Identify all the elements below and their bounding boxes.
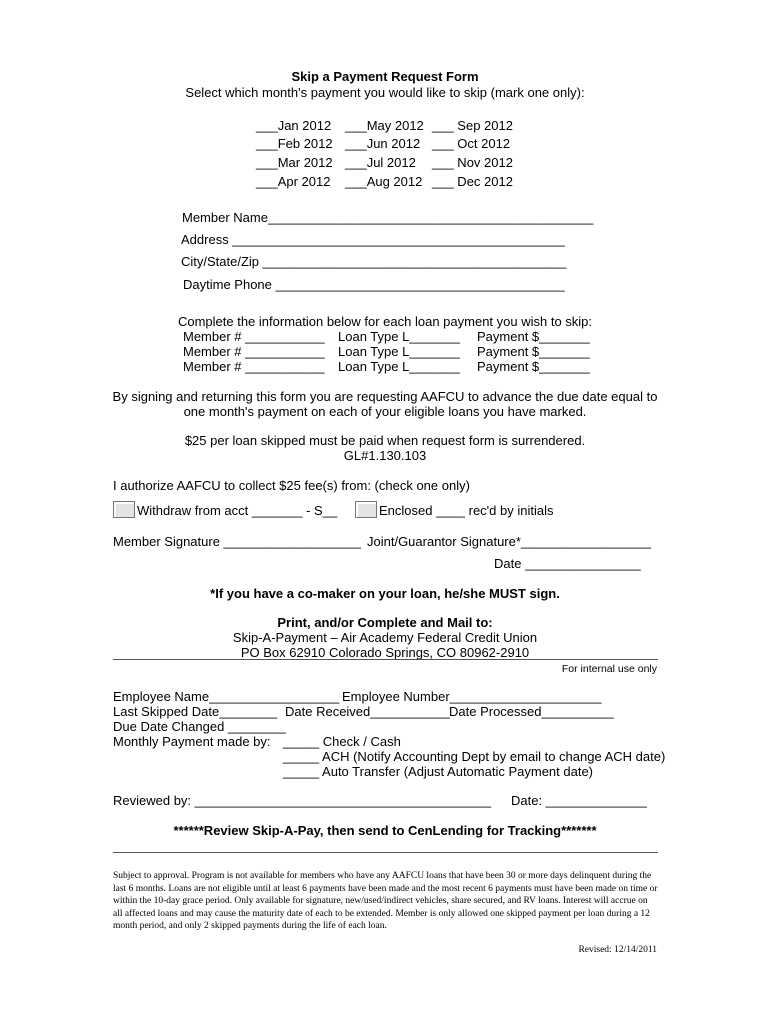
month-option-feb[interactable]: ___Feb 2012 (256, 136, 333, 151)
loan-member-number-field[interactable]: Member # ___________ (183, 359, 325, 374)
enclosed-option (355, 501, 553, 519)
city-state-zip-field[interactable]: City/State/Zip __________________________________________ (181, 254, 567, 269)
employee-name-field[interactable]: Employee Name__________________ (113, 689, 340, 704)
loan-payment-field[interactable]: Payment $_______ (477, 359, 590, 374)
review-instruction: ******Review Skip-A-Pay, then send to CenLending for Tracking******* (173, 823, 597, 838)
withdraw-checkbox[interactable] (113, 501, 135, 518)
review-date-field[interactable]: Date: ______________ (511, 793, 647, 808)
month-option-jun[interactable]: ___Jun 2012 (345, 136, 421, 151)
loan-type-field[interactable]: Loan Type L_______ (338, 329, 460, 344)
loan-intro: Complete the information below for each loan payment you wish to skip: (177, 314, 593, 329)
enclosed-checkbox[interactable] (355, 501, 377, 518)
comaker-notice: *If you have a co-maker on your loan, he/she MUST sign. (210, 586, 560, 601)
member-signature-field[interactable]: Member Signature ___________________ (113, 534, 361, 549)
joint-signature-field[interactable]: Joint/Guarantor Signature*__________________ (367, 534, 652, 549)
loan-type-field[interactable]: Loan Type L_______ (338, 344, 460, 359)
month-option-sep[interactable]: ___ Sep 2012 (432, 118, 513, 133)
agreement-line-1: By signing and returning this form you are requesting AAFCU to advance the due date equal to (112, 389, 658, 404)
daytime-phone-field[interactable]: Daytime Phone ________________________________________ (183, 277, 565, 292)
agreement-line-2: one month's payment on each of your eligible loans you have marked. (183, 404, 587, 419)
date-processed-field[interactable]: Date Processed__________ (449, 704, 614, 719)
authorize-text: I authorize AAFCU to collect $25 fee(s) from: (check one only) (113, 478, 470, 493)
month-option-apr[interactable]: ___Apr 2012 (256, 174, 331, 189)
revised-date: Revised: 12/14/2011 (578, 945, 657, 955)
last-skipped-date-field[interactable]: Last Skipped Date________ (113, 704, 278, 719)
due-date-changed-field[interactable]: Due Date Changed ________ (113, 719, 286, 734)
loan-payment-field[interactable]: Payment $_______ (477, 329, 590, 344)
monthly-payment-label: Monthly Payment made by: (113, 734, 271, 749)
withdraw-label: Withdraw from acct _______ - S__ (137, 503, 338, 518)
member-name-field[interactable]: Member Name_____________________________________________ (182, 210, 594, 225)
address-field[interactable]: Address ______________________________________________ (181, 232, 565, 247)
month-option-jul[interactable]: ___Jul 2012 (345, 155, 416, 170)
month-option-jan[interactable]: ___Jan 2012 (256, 118, 332, 133)
month-option-nov[interactable]: ___ Nov 2012 (432, 155, 513, 170)
internal-divider (113, 659, 658, 660)
month-option-oct[interactable]: ___ Oct 2012 (432, 136, 511, 151)
month-option-dec[interactable]: ___ Dec 2012 (432, 174, 513, 189)
loan-member-number-field[interactable]: Member # ___________ (183, 329, 325, 344)
mail-address-line-2: PO Box 62910 Colorado Springs, CO 80962-2910 (240, 645, 530, 660)
signature-date-field[interactable]: Date ________________ (494, 556, 641, 571)
loan-member-number-field[interactable]: Member # ___________ (183, 344, 325, 359)
disclaimer: Subject to approval. Program is not available for members who have any AAFCU loans that have been 30 or more days delinquent during the last 6 months. Loans are not eligible until at least 6 payments have been made and the most recent 6 payments must have been made on time or within the 10-day grace period. Only available for signature, new/used/indirect vehicles, share secured, and RV loans. Interest will accrue on all affected loans and may cause the maturity date of each to be extended. Member is only allowed one skipped payment per loan during a 12 month period, and only 2 skipped payments during the life of each loan. (113, 871, 658, 931)
reviewed-by-field[interactable]: Reviewed by: _________________________________________ (113, 793, 492, 808)
month-option-aug[interactable]: ___Aug 2012 (345, 174, 423, 189)
payment-option-auto-transfer[interactable]: _____ Auto Transfer (Adjust Automatic Payment date) (283, 764, 594, 779)
loan-payment-field[interactable]: Payment $_______ (477, 344, 590, 359)
month-option-may[interactable]: ___May 2012 (345, 118, 424, 133)
footer-divider (113, 852, 658, 853)
gl-number: GL#1.130.103 (343, 448, 427, 463)
payment-option-ach[interactable]: _____ ACH (Notify Accounting Dept by email to change ACH date) (283, 749, 666, 764)
internal-use-label: For internal use only (561, 663, 657, 675)
withdraw-option (113, 501, 337, 519)
date-received-field[interactable]: Date Received___________ (285, 704, 450, 719)
payment-option-check-cash[interactable]: _____ Check / Cash (283, 734, 401, 749)
enclosed-label: Enclosed ____ rec'd by initials (379, 503, 554, 518)
form-title: Skip a Payment Request Form (291, 69, 479, 84)
employee-number-field[interactable]: Employee Number_____________________ (342, 689, 602, 704)
month-instruction: Select which month's payment you would like to skip (mark one only): (185, 85, 585, 100)
fee-notice: $25 per loan skipped must be paid when request form is surrendered. (184, 433, 586, 448)
mail-heading: Print, and/or Complete and Mail to: (277, 615, 493, 630)
mail-address-line-1: Skip-A-Payment – Air Academy Federal Credit Union (232, 630, 538, 645)
loan-type-field[interactable]: Loan Type L_______ (338, 359, 460, 374)
month-option-mar[interactable]: ___Mar 2012 (256, 155, 333, 170)
